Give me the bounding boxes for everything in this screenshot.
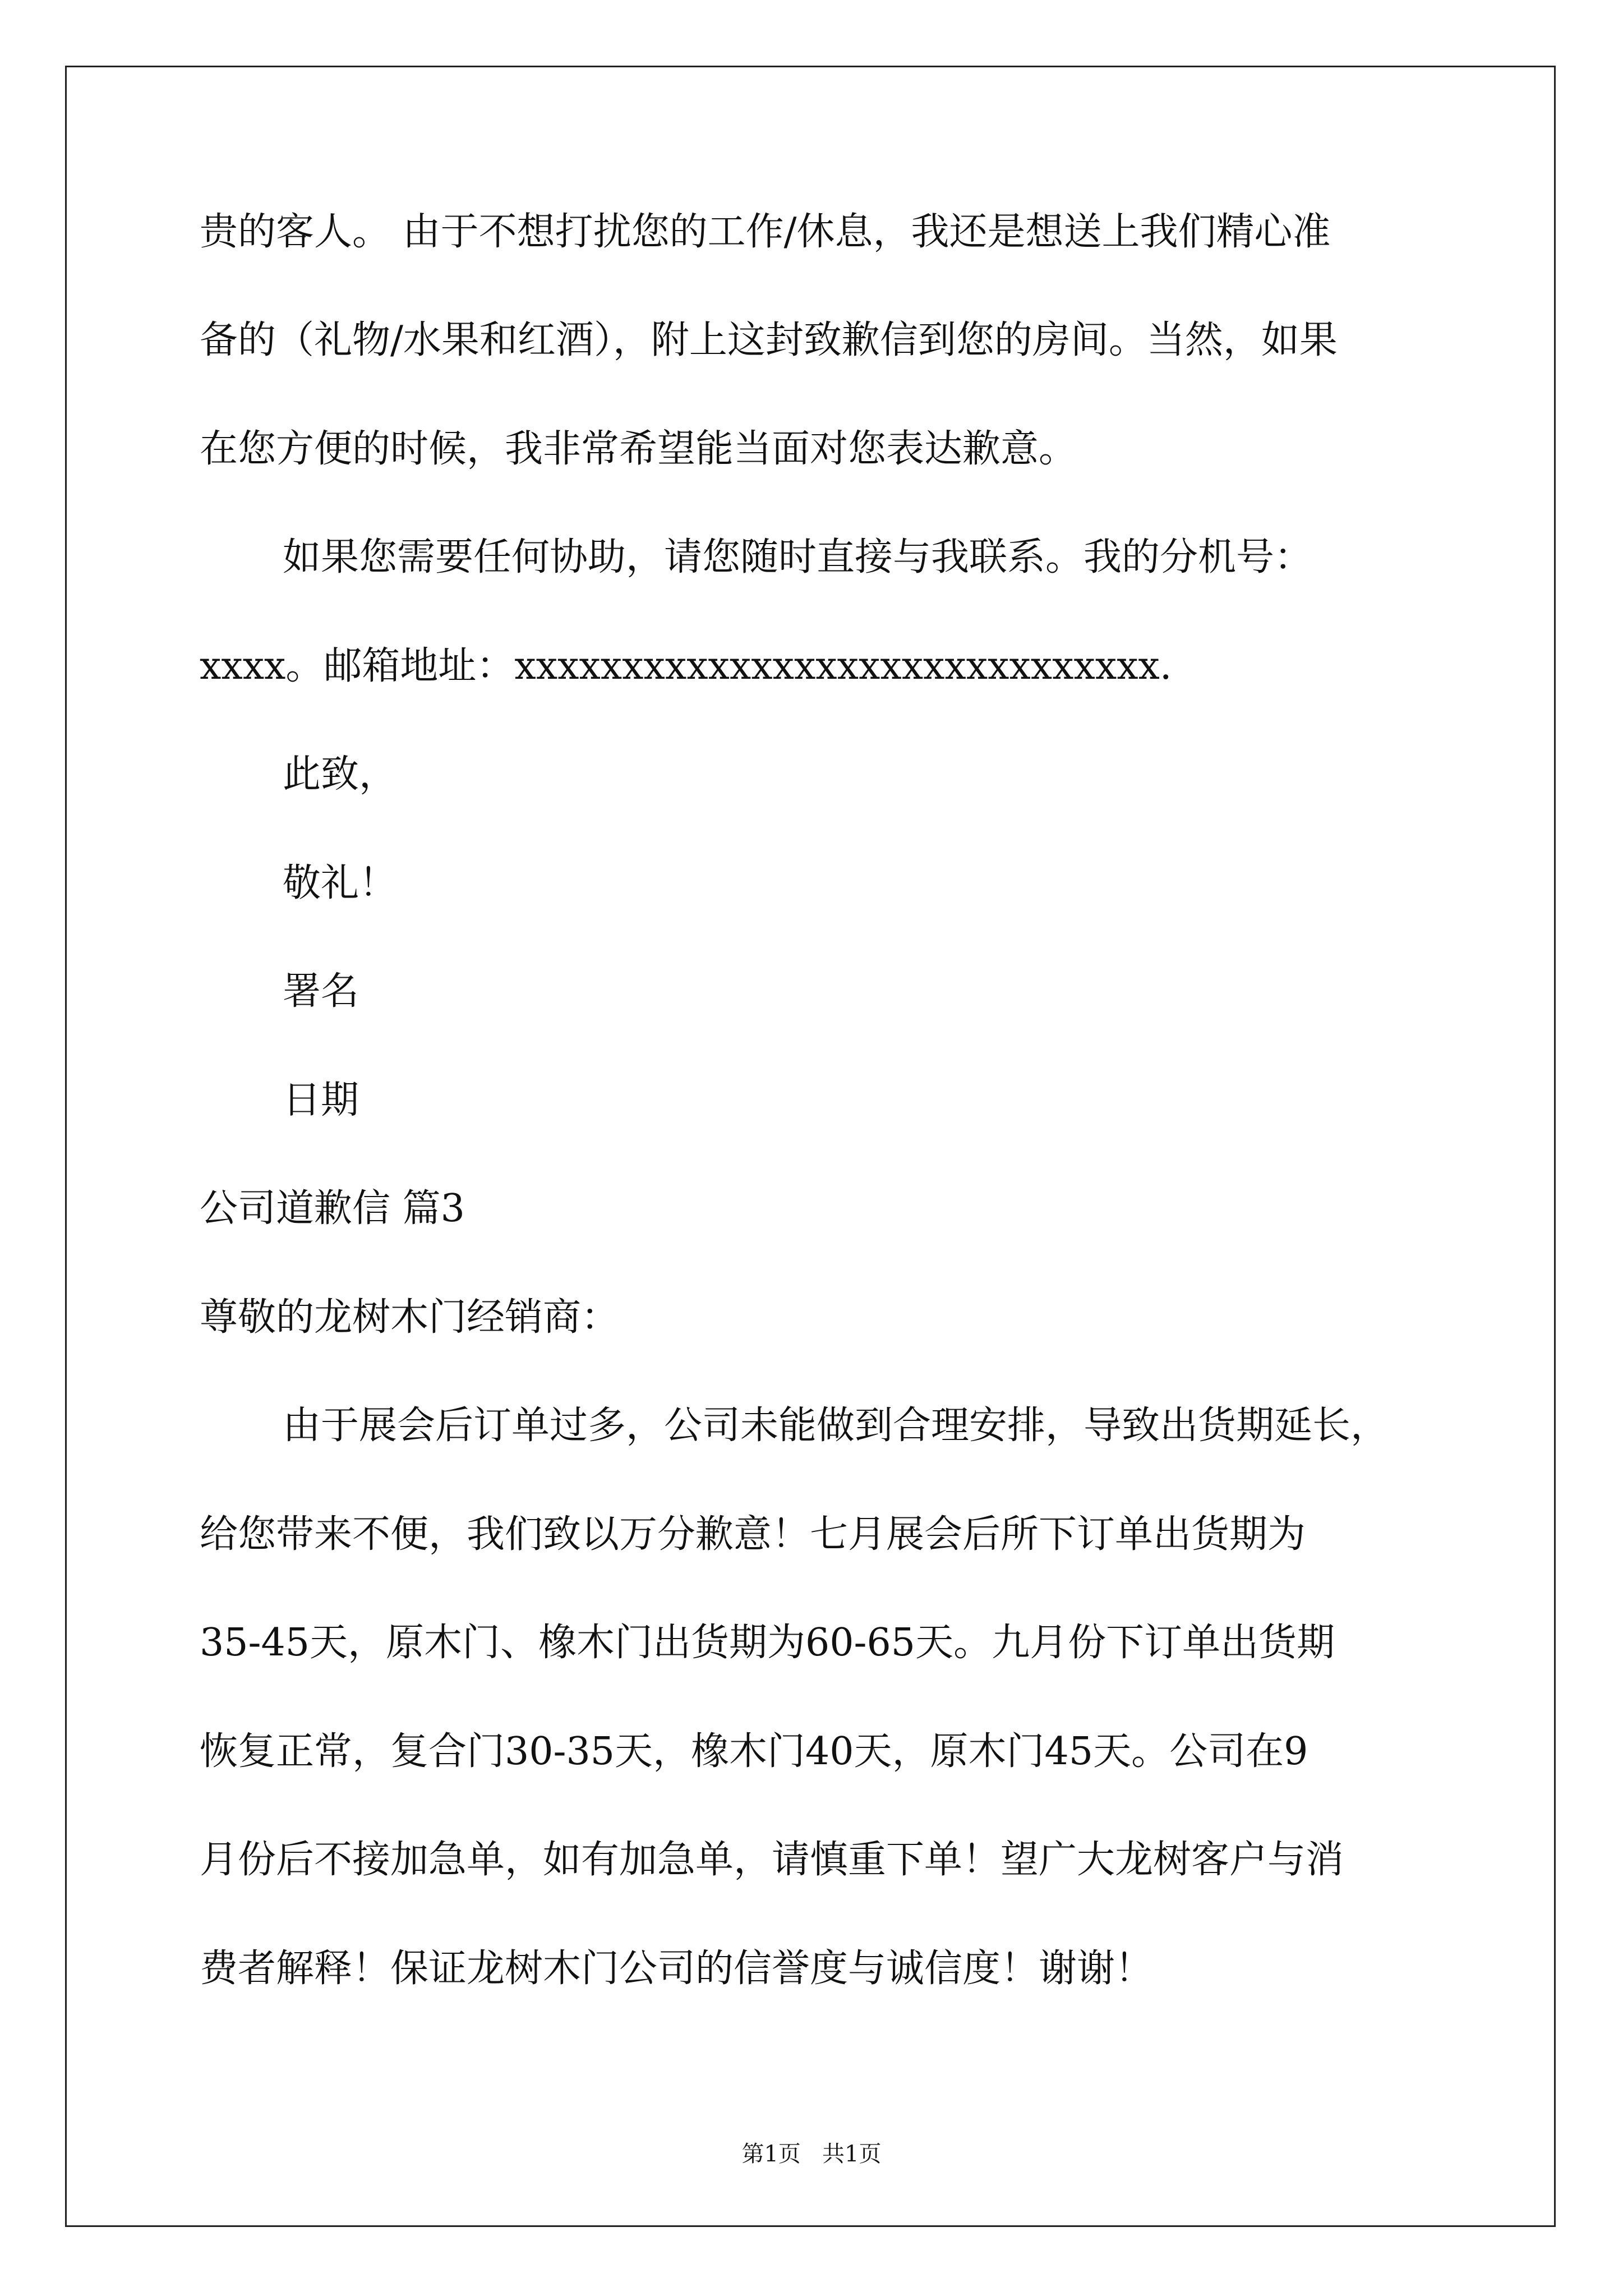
body-line: 月份后不接加急单，如有加急单，请慎重下单！望广大龙树客户与消 xyxy=(200,1838,1344,1882)
closing-line: 此致， xyxy=(283,752,398,797)
page-footer: 第1页 共1页 xyxy=(741,2141,882,2167)
body-line: 恢复正常，复合门30-35天，橡木门40天，原木门45天。公司在9 xyxy=(200,1729,1308,1774)
salutation: 尊敬的龙树木门经销商： xyxy=(200,1295,620,1340)
body-line: 35-45天，原木门、橡木门出货期为60-65天。九月份下订单出货期 xyxy=(200,1621,1335,1665)
body-line: 备的（礼物/水果和红酒），附上这封致歉信到您的房间。当然，如果 xyxy=(200,318,1338,362)
body-line: 如果您需要任何协助，请您随时直接与我联系。我的分机号： xyxy=(283,535,1313,579)
date-line: 日期 xyxy=(283,1078,359,1122)
body-line: xxxx。邮箱地址：xxxxxxxxxxxxxxxxxxxxxxxxxxxxxx. xyxy=(200,644,1172,688)
closing-line: 敬礼！ xyxy=(283,861,398,905)
body-line: 费者解释！保证龙树木门公司的信誉度与诚信度！谢谢！ xyxy=(200,1947,1154,1991)
body-line: 贵的客人。 由于不想打扰您的工作/休息，我还是想送上我们精心准 xyxy=(200,210,1331,254)
body-line: 给您带来不便，我们致以万分歉意！七月展会后所下订单出货期为 xyxy=(200,1512,1306,1557)
body-line: 在您方便的时候，我非常希望能当面对您表达歉意。 xyxy=(200,427,1077,471)
page-border xyxy=(65,66,1556,2227)
section-heading: 公司道歉信 篇3 xyxy=(200,1186,465,1231)
signature-line: 署名 xyxy=(283,969,359,1014)
body-line: 由于展会后订单过多，公司未能做到合理安排，导致出货期延长， xyxy=(283,1404,1389,1448)
